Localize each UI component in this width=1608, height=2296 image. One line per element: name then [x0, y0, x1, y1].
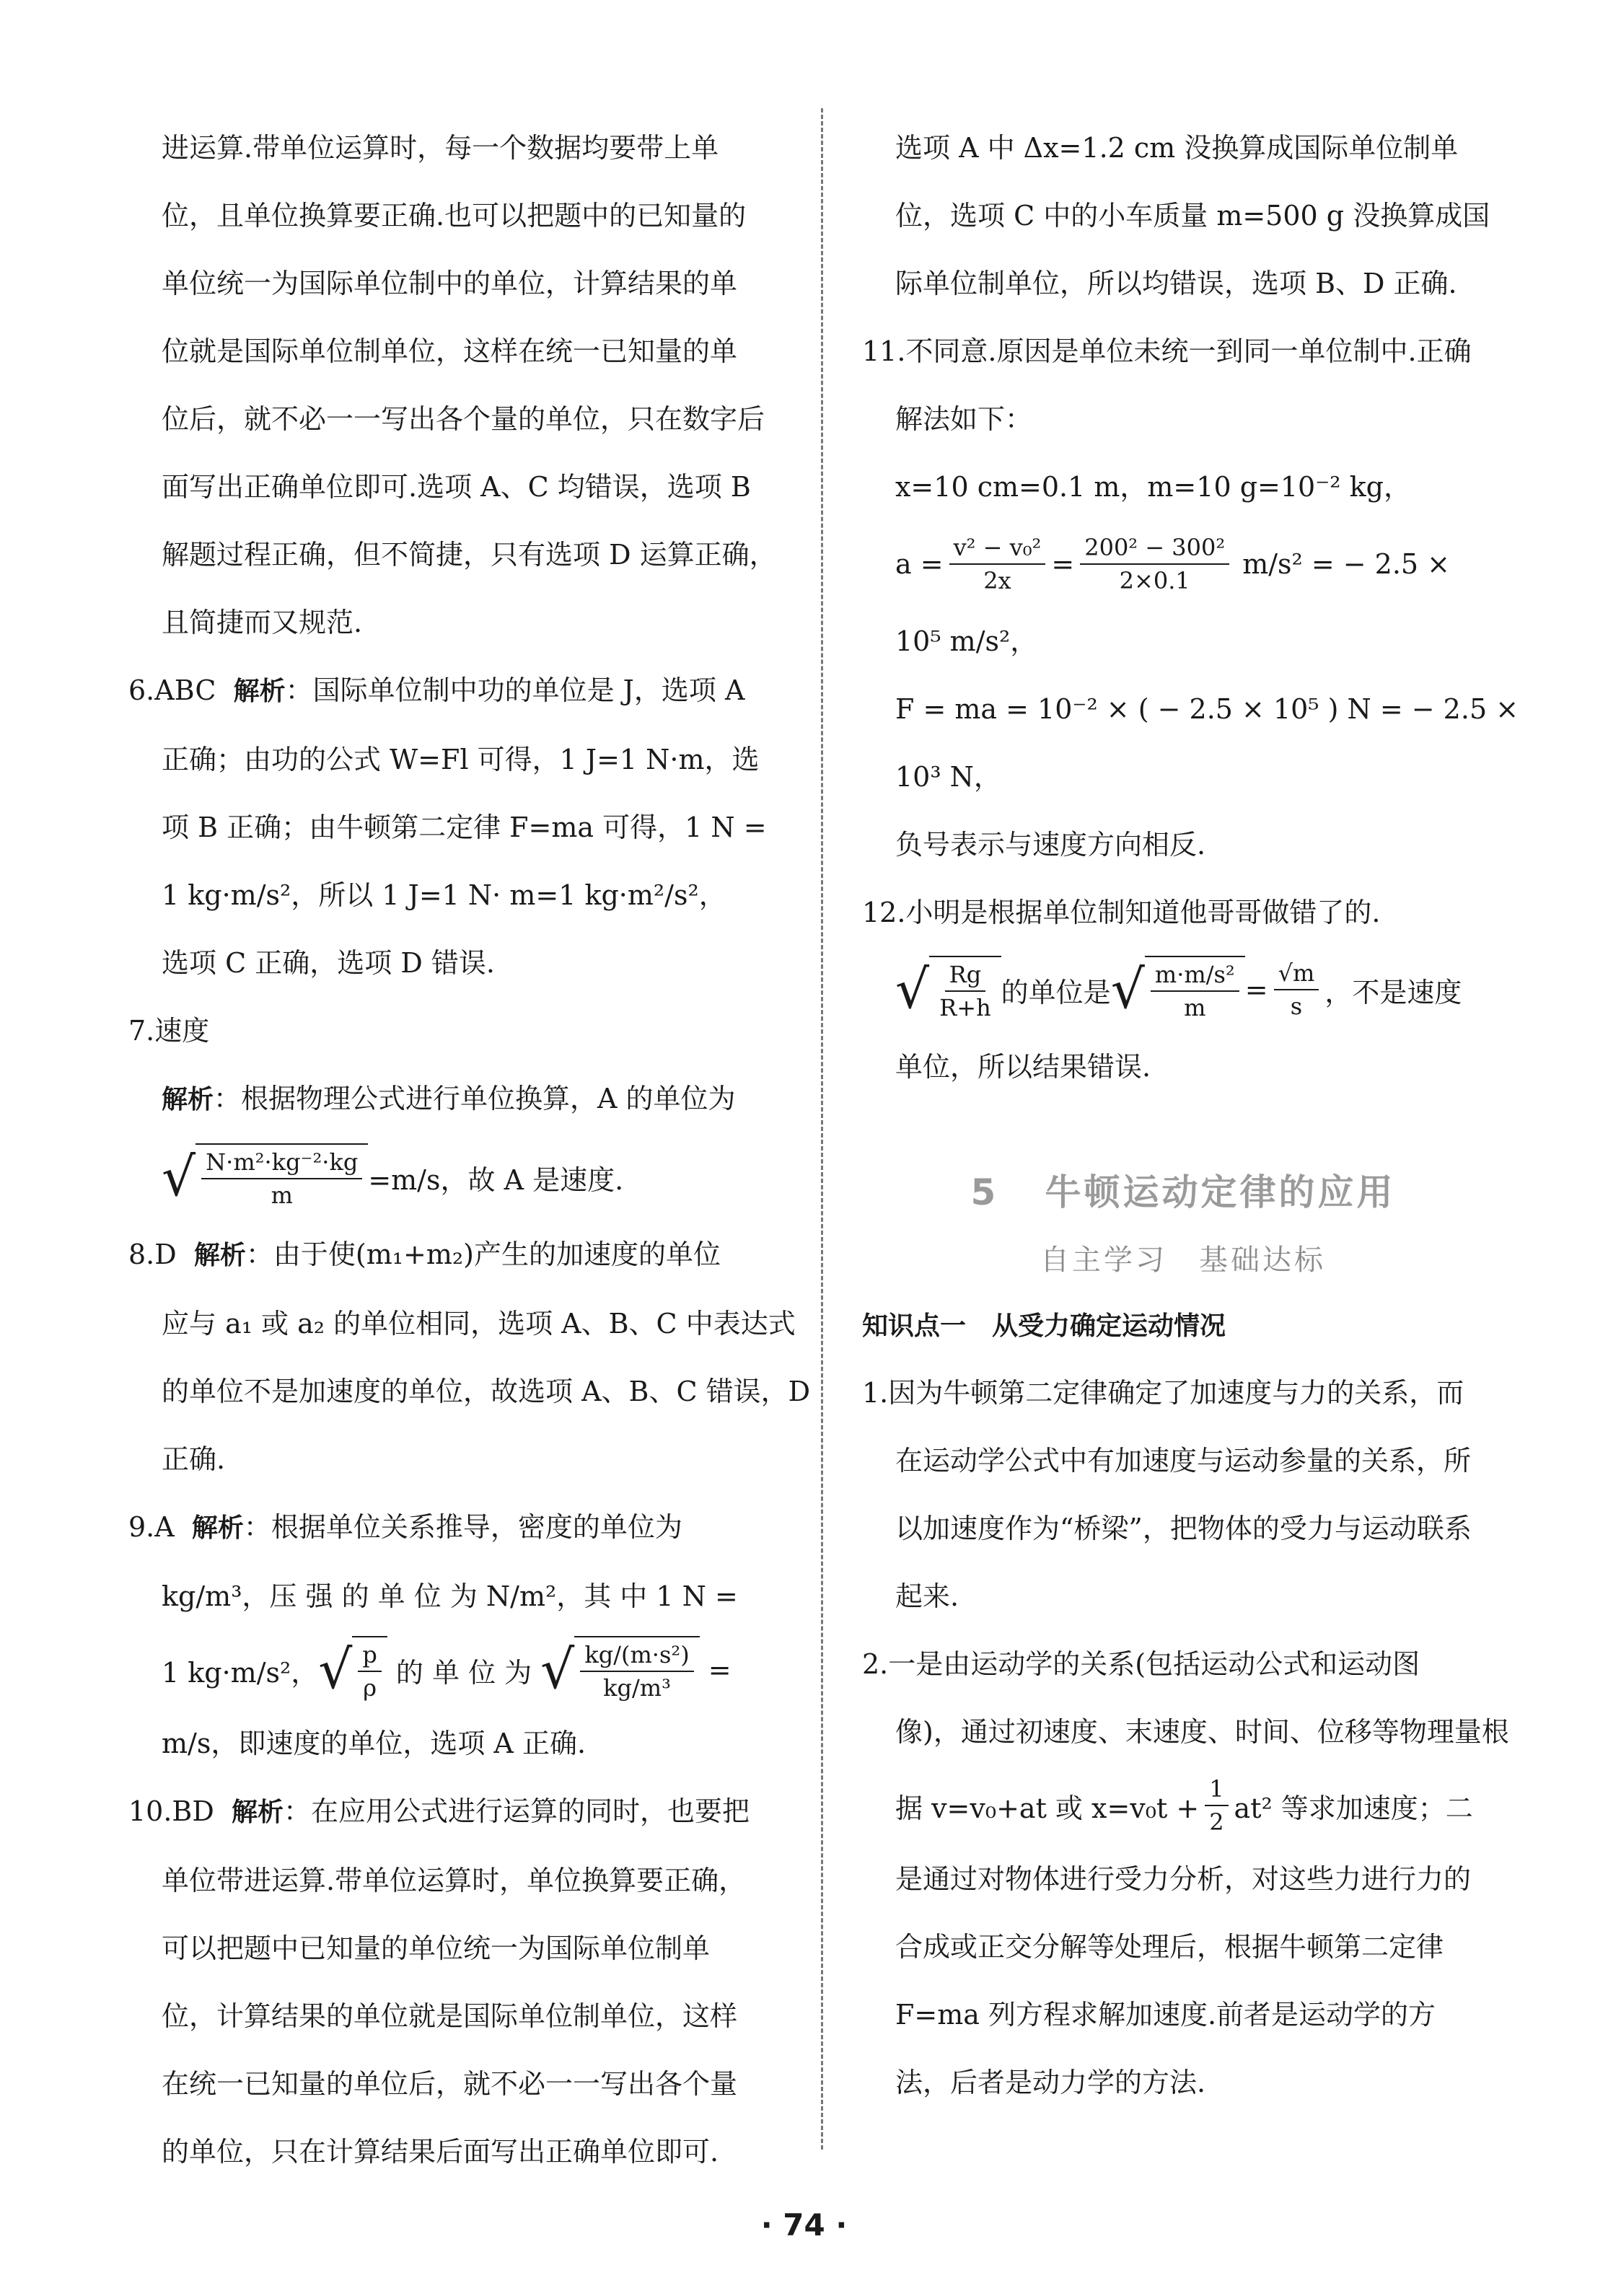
radicand [352, 1636, 387, 1704]
fraction [1274, 957, 1319, 1022]
denominator: 2x [983, 567, 1011, 594]
text-line: 位，计算结果的单位就是国际单位制单位，这样 [162, 2000, 738, 2032]
text-line: 1 kg·m/s²，所以 1 J=1 N· m=1 kg·m²/s²， [162, 879, 726, 911]
text-span: 的单位是 [1001, 976, 1111, 1008]
text-line: 在运动学公式中有加速度与运动参量的关系，所 [895, 1445, 1472, 1477]
text-span: 1 kg·m/s²， [162, 1656, 319, 1689]
radical-sign: √ [540, 1639, 575, 1701]
text-line: 位后，就不必一一写出各个量的单位，只在数字后 [162, 403, 765, 435]
denominator: 2×0.1 [1119, 567, 1190, 594]
denominator: 2 [1209, 1808, 1224, 1836]
text-span: = [1244, 974, 1268, 1006]
q9-answer [128, 1493, 778, 1777]
q12-formula [862, 946, 1504, 1033]
text-line: 位，选项 C 中的小车质量 m=500 g 没换算成国 [895, 200, 1490, 232]
denominator: s [1290, 993, 1303, 1020]
section-subtitle: 自主学习 基础达标 [1040, 1244, 1326, 1277]
section-number: 5 [970, 1171, 999, 1213]
analysis-label: 解析 [162, 1085, 214, 1114]
denominator: kg/m³ [603, 1674, 671, 1702]
fraction [1080, 532, 1229, 597]
answer-number: 10.BD [128, 1795, 214, 1827]
right-column [862, 114, 1519, 2116]
column-divider [821, 108, 823, 2150]
text-line: 负号表示与速度方向相反. [895, 829, 1206, 861]
q6-answer [128, 656, 778, 997]
text-line: kg/m³，压 强 的 单 位 为 N/m²，其 中 1 N = [162, 1580, 738, 1612]
fraction [1205, 1773, 1228, 1838]
text-line: 解题过程正确，但不简捷，只有选项 D 运算正确， [162, 539, 777, 571]
text-span: 据 v=v₀+at 或 x=v₀t + [895, 1792, 1200, 1824]
q8-answer [128, 1220, 811, 1493]
text-span: ：根据单位关系推导，密度的单位为 [243, 1511, 682, 1543]
text-line: 际单位制单位，所以均错误，选项 B、D 正确. [895, 268, 1457, 299]
text-line: 单位统一为国际单位制中的单位，计算结果的单 [162, 268, 738, 299]
radicand [195, 1143, 368, 1211]
answer-line [128, 1065, 778, 1134]
fraction [580, 1639, 693, 1704]
text-line: 单位带进运算.带单位运算时，单位换算要正确， [162, 1865, 747, 1896]
answer-number: 6.ABC [128, 674, 216, 706]
text-line: 项 B 正确；由牛顿第二定律 F=ma 可得，1 N = [162, 811, 767, 843]
numerator: p [358, 1639, 381, 1672]
text-line: 正确. [162, 1443, 226, 1475]
text-span: ：根据物理公式进行单位换算，A 的单位为 [214, 1083, 736, 1114]
section-title-text: 牛顿运动定律的应用 [1045, 1171, 1396, 1213]
left-column [128, 114, 811, 2186]
text-line: 面写出正确单位即可.选项 A、C 均错误，选项 B [162, 471, 751, 503]
numerator: kg/(m·s²) [580, 1639, 693, 1672]
answer-number: 9.A [128, 1511, 175, 1543]
sqrt-expression [162, 1143, 368, 1211]
text-span: 的 单 位 为 [395, 1656, 532, 1689]
analysis-label: 解析 [191, 1513, 244, 1543]
text-line: 位，且单位换算要正确.也可以把题中的已知量的 [162, 200, 747, 232]
q10-answer [128, 1777, 778, 2186]
text-line: x=10 cm=0.1 m，m=10 g=10⁻² kg， [895, 471, 1411, 503]
text-line: 选项 C 正确，选项 D 错误. [162, 947, 495, 979]
text-line: 正确；由功的公式 W=Fl 可得，1 J=1 N·m，选 [162, 744, 760, 775]
text-span: ：由于使(m₁+m₂)产生的加速度的单位 [245, 1239, 721, 1270]
numerator: Rg [945, 959, 986, 992]
fraction [358, 1639, 381, 1704]
q5-continuation [128, 114, 778, 656]
q12-answer [862, 879, 1504, 1101]
sqrt-expression [318, 1636, 387, 1704]
text-line: 进运算.带单位运算时，每一个数据均要带上单 [162, 132, 719, 164]
numerator: N·m²·kg⁻²·kg [201, 1146, 362, 1179]
denominator: m [1184, 994, 1206, 1021]
text-line: 解法如下： [895, 403, 1033, 435]
text-span: = [1051, 548, 1075, 580]
q11-answer [862, 317, 1519, 879]
fraction [201, 1146, 362, 1211]
fraction [935, 959, 996, 1024]
text-line: 选项 A 中 Δx=1.2 cm 没换算成国际单位制单 [895, 132, 1459, 164]
page-number: · 74 · [760, 2207, 848, 2243]
sqrt-expression [895, 956, 1001, 1024]
text-line: 可以把题中已知量的单位统一为国际单位制单 [162, 1932, 711, 1964]
q10-continuation [862, 114, 1504, 317]
denominator: m [271, 1182, 293, 1209]
sqrt-expression [1111, 956, 1245, 1024]
radicand [1145, 956, 1245, 1024]
q7-formula [128, 1134, 778, 1220]
text-span: = [708, 1654, 731, 1686]
text-span: m/s² = − 2.5 × [1242, 548, 1451, 580]
text-line: 10³ N， [895, 761, 1001, 793]
text-line: 且简捷而又规范. [162, 607, 363, 638]
kp1-answer-1 [862, 1359, 1504, 1630]
numerator: √m [1274, 957, 1319, 990]
text-line: 1.因为牛顿第二定律确定了加速度与力的关系，而 [862, 1377, 1464, 1409]
answer-line: 12.小明是根据单位制知道他哥哥做错了的. [862, 897, 1381, 928]
numerator: m·m/s² [1151, 959, 1239, 992]
knowledge-point-heading: 知识点一 从受力确定运动情况 [862, 1311, 1226, 1341]
text-line: 的单位，只在计算结果后面写出正确单位即可. [162, 2136, 719, 2168]
text-span: ，不是速度 [1324, 976, 1462, 1008]
text-line: 2.一是由运动学的关系(包括运动公式和运动图 [862, 1648, 1420, 1680]
analysis-label: 解析 [193, 1241, 246, 1270]
radical-sign: √ [895, 959, 930, 1021]
text-span: at² 等求加速度；二 [1234, 1792, 1473, 1824]
text-line: F=ma 列方程求解加速度.前者是运动学的方 [895, 1999, 1436, 2031]
answer-line [128, 1220, 778, 1290]
numerator: 1 [1205, 1773, 1228, 1806]
text-span: ：在应用公式进行运算的同时，也要把 [284, 1795, 750, 1827]
text-span: a = [895, 548, 944, 580]
fraction [949, 532, 1046, 597]
text-line: 起来. [895, 1580, 959, 1612]
kp1-answer-2 [862, 1630, 1509, 2116]
answer-line: 11.不同意.原因是单位未统一到同一单位制中.正确 [862, 335, 1472, 367]
text-line: 应与 a₁ 或 a₂ 的单位相同，选项 A、B、C 中表达式 [162, 1308, 796, 1340]
analysis-label: 解析 [233, 677, 286, 706]
radical-sign: √ [1110, 959, 1145, 1021]
q9-formula [128, 1630, 778, 1710]
answer-line [128, 1493, 778, 1562]
answer-line [128, 1777, 778, 1847]
text-line: 位就是国际单位制单位，这样在统一已知量的单 [162, 335, 738, 367]
radicand [929, 956, 1001, 1024]
text-span: ：国际单位制中功的单位是 J，选项 A [285, 674, 745, 706]
text-line: m/s，即速度的单位，选项 A 正确. [162, 1728, 586, 1759]
text-line: 以加速度作为“桥梁”，把物体的受力与运动联系 [895, 1513, 1472, 1544]
answer-number: 8.D [128, 1239, 177, 1270]
analysis-label: 解析 [232, 1798, 284, 1827]
fraction [1151, 959, 1239, 1024]
text-line: 像)，通过初速度、末速度、时间、位移等物理量根 [895, 1716, 1509, 1748]
answer-number: 7.速度 [128, 1015, 210, 1047]
radicand [574, 1636, 699, 1704]
q7-answer [128, 997, 778, 1220]
radical-sign: √ [162, 1146, 196, 1208]
kinematics-formula [862, 1766, 1504, 1845]
denominator: R+h [939, 994, 991, 1021]
radical-sign: √ [318, 1639, 353, 1701]
section-title [862, 1158, 1504, 1226]
text-line: F = ma = 10⁻² × ( − 2.5 × 10⁵ ) N = − 2.5 × [895, 693, 1519, 725]
text-line: 合成或正交分解等处理后，根据牛顿第二定律 [895, 1931, 1444, 1963]
text-span: =m/s，故 A 是速度. [368, 1164, 624, 1196]
text-line: 10⁵ m/s²， [895, 625, 1038, 657]
answer-line [128, 656, 778, 726]
text-line: 单位，所以结果错误. [895, 1051, 1151, 1083]
denominator: ρ [363, 1674, 377, 1702]
numerator: v² − v₀² [949, 532, 1046, 565]
text-line: 法，后者是动力学的方法. [895, 2067, 1206, 2098]
sqrt-expression [540, 1636, 700, 1704]
text-line: 的单位不是加速度的单位，故选项 A、B、C 错误，D [162, 1376, 811, 1407]
numerator: 200² − 300² [1080, 532, 1229, 565]
text-line: 是通过对物体进行受力分析，对这些力进行力的 [895, 1863, 1472, 1895]
text-line: 在统一已知量的单位后，就不必一一写出各个量 [162, 2068, 738, 2100]
q11-acceleration-formula [862, 521, 1504, 607]
